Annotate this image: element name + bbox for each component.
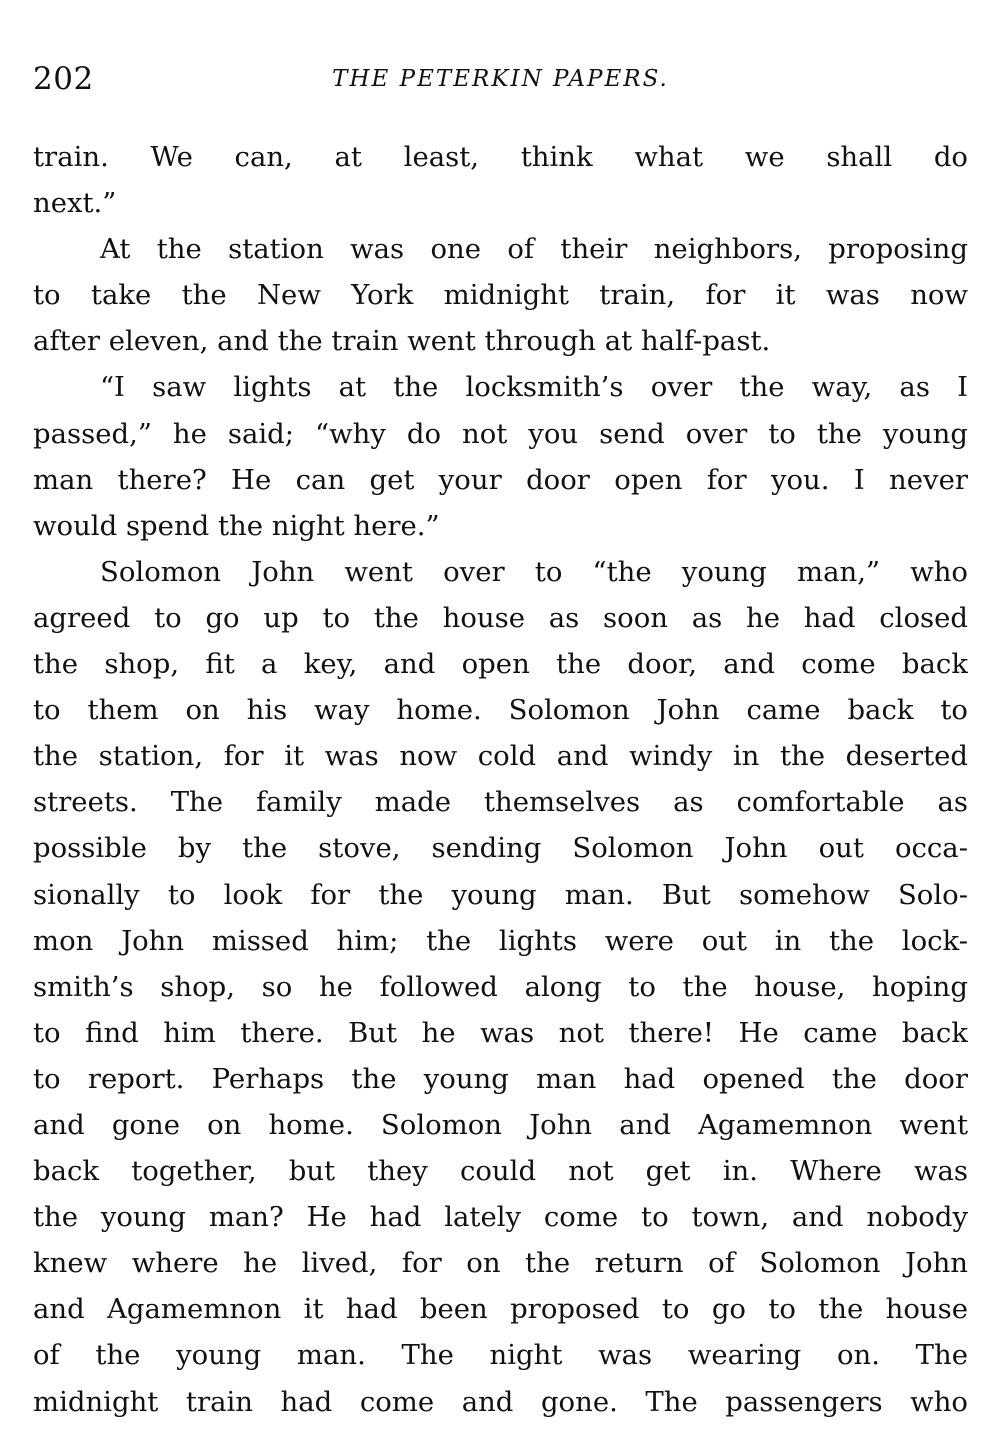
- paragraph-first-line: At the station was one of their neighbors, proposing: [100, 233, 968, 266]
- text-line: agreed to go up to the house as soon as he had closed: [33, 601, 968, 634]
- text-line: to report. Perhaps the young man had opened the door: [33, 1062, 968, 1095]
- text-line: possible by the stove, sending Solomon John out occa-: [33, 832, 968, 865]
- text-line: mon John missed him; the lights were out in the lock-: [33, 924, 968, 957]
- text-line: next.”: [33, 187, 117, 220]
- text-line: to them on his way home. Solomon John came back to: [33, 694, 968, 727]
- text-line: the young man? He had lately come to town, and nobody: [33, 1201, 968, 1234]
- running-title: THE PETERKIN PAPERS.: [332, 66, 669, 92]
- body-text: [33, 134, 968, 1425]
- page-header: [33, 56, 968, 102]
- text-line: man there? He can get your door open for you. I never: [33, 463, 968, 496]
- text-line: train. We can, at least, think what we shall do: [33, 141, 968, 173]
- text-line: would spend the night here.”: [33, 509, 440, 542]
- text-line: sionally to look for the young man. But somehow Solo-: [33, 878, 968, 911]
- text-line: to find him there. But he was not there! He came back: [33, 1016, 968, 1049]
- text-line: to take the New York midnight train, for it was now: [33, 279, 968, 312]
- text-line: and gone on home. Solomon John and Agamemnon went: [33, 1108, 968, 1141]
- text-line: knew where he lived, for on the return of Solomon John: [33, 1247, 968, 1280]
- text-line: of the young man. The night was wearing on. The: [33, 1339, 968, 1372]
- text-line: after eleven, and the train went through at half-past.: [33, 325, 771, 358]
- text-line: and Agamemnon it had been proposed to go to the house: [33, 1293, 968, 1326]
- paragraph-first-line: “I saw lights at the locksmith’s over the way, as I: [100, 371, 968, 404]
- text-line: smith’s shop, so he followed along to the house, hoping: [33, 970, 968, 1003]
- text-line: streets. The family made themselves as comfortable as: [33, 786, 968, 819]
- paragraph-first-line: Solomon John went over to “the young man,” who: [100, 555, 968, 588]
- text-line: the shop, fit a key, and open the door, and come back: [33, 648, 968, 681]
- text-line: the station, for it was now cold and windy in the deserted: [33, 740, 968, 773]
- page-number: 202: [33, 61, 94, 97]
- text-line: passed,” he said; “why do not you send over to the young: [33, 417, 968, 450]
- text-line: midnight train had come and gone. The passengers who: [33, 1385, 968, 1418]
- text-line: back together, but they could not get in. Where was: [33, 1155, 968, 1188]
